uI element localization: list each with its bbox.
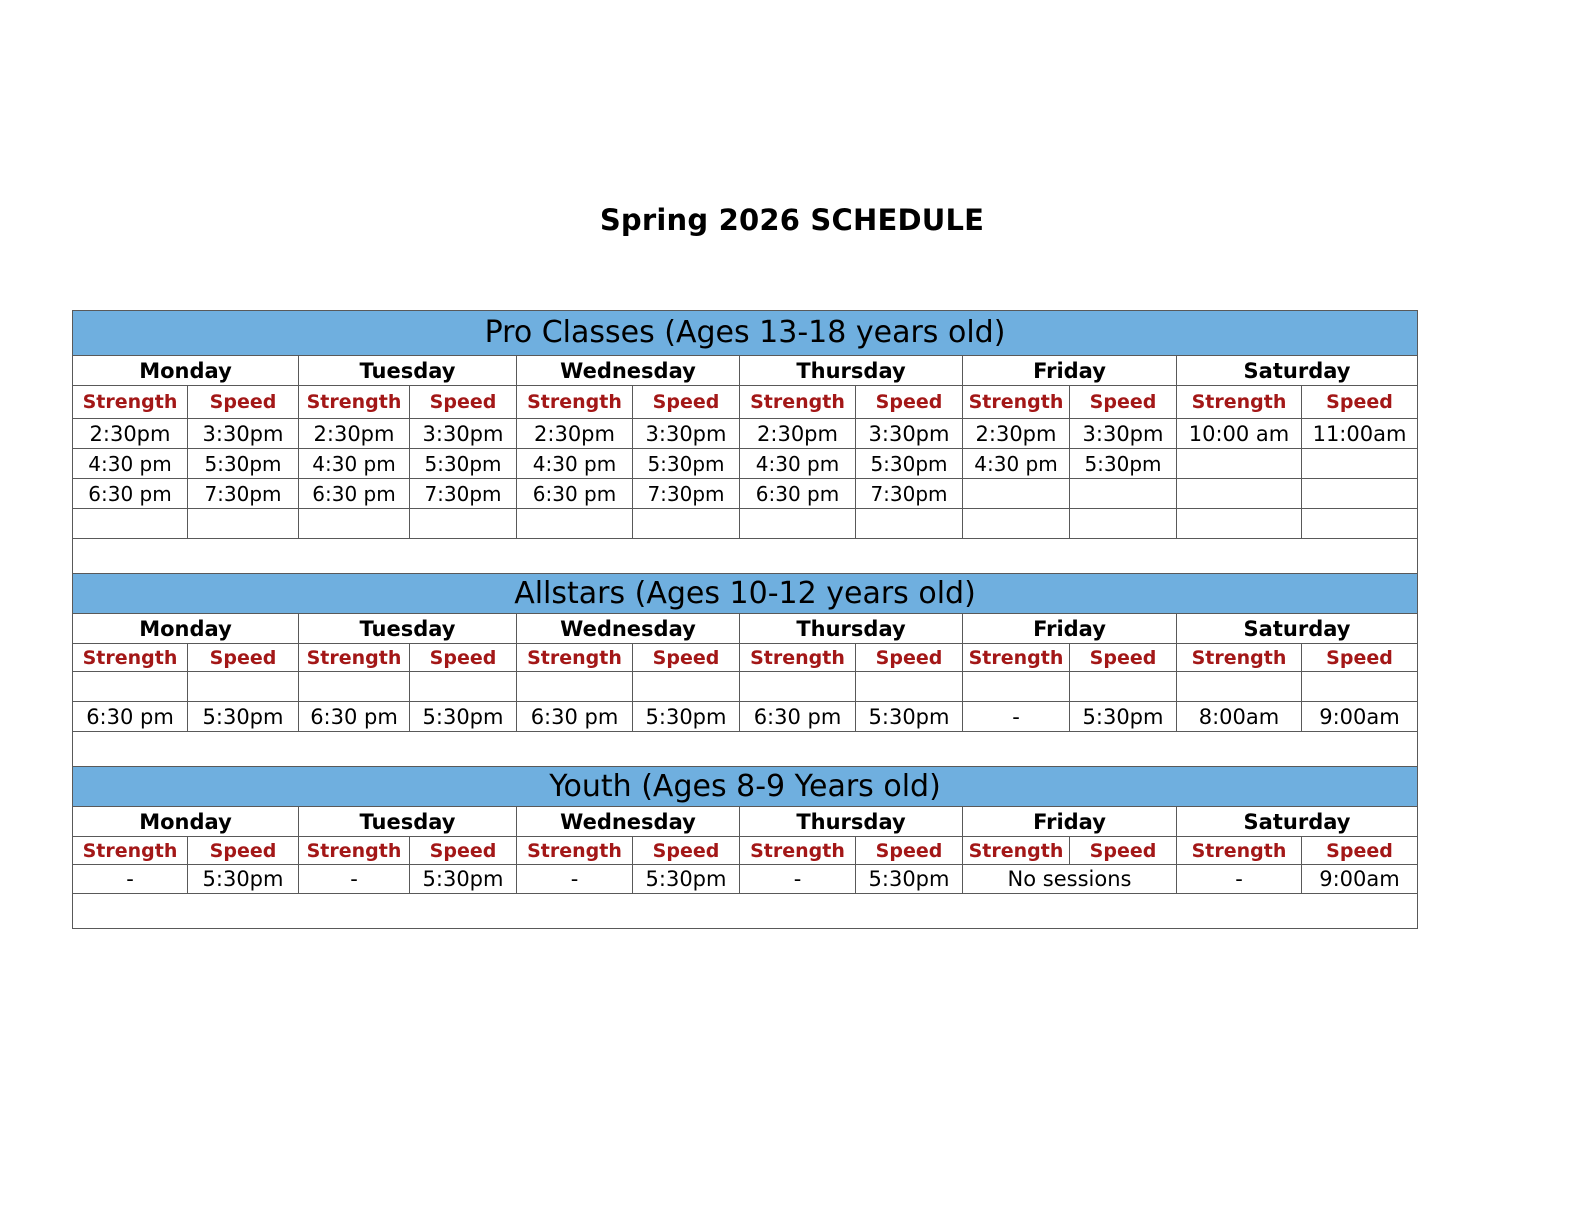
time-cell: 5:30pm xyxy=(1070,702,1177,732)
time-cell xyxy=(1070,672,1177,702)
time-cell: 4:30 pm xyxy=(73,449,188,479)
time-cell: 2:30pm xyxy=(73,419,188,449)
day-header: Tuesday xyxy=(299,356,517,386)
time-cell: - xyxy=(740,865,856,894)
day-header: Thursday xyxy=(740,807,963,837)
time-row xyxy=(73,702,1418,732)
speed-label: Speed xyxy=(1302,386,1418,419)
time-cell: 5:30pm xyxy=(856,449,963,479)
time-row xyxy=(73,419,1418,449)
strength-label: Strength xyxy=(963,644,1070,672)
time-cell xyxy=(1302,479,1418,509)
strength-label: Strength xyxy=(1177,837,1302,865)
day-header-row xyxy=(73,807,1418,837)
time-cell xyxy=(1177,449,1302,479)
day-header: Monday xyxy=(73,807,299,837)
time-cell xyxy=(1177,672,1302,702)
time-cell: 6:30 pm xyxy=(517,702,633,732)
time-cell: 5:30pm xyxy=(633,865,740,894)
time-cell xyxy=(1302,672,1418,702)
time-cell: 5:30pm xyxy=(633,702,740,732)
day-header: Tuesday xyxy=(299,807,517,837)
section-banner xyxy=(73,767,1418,807)
time-cell: - xyxy=(299,865,410,894)
strength-label: Strength xyxy=(517,837,633,865)
time-cell xyxy=(1177,509,1302,539)
time-cell xyxy=(963,672,1070,702)
time-cell: 5:30pm xyxy=(188,449,299,479)
time-cell: 3:30pm xyxy=(633,419,740,449)
section-banner xyxy=(73,574,1418,614)
spacer-cell xyxy=(73,732,1418,767)
day-header: Friday xyxy=(963,356,1177,386)
speed-label: Speed xyxy=(410,644,517,672)
speed-label: Speed xyxy=(410,386,517,419)
time-cell xyxy=(856,672,963,702)
day-header: Wednesday xyxy=(517,614,740,644)
time-cell xyxy=(73,672,188,702)
time-cell xyxy=(299,672,410,702)
day-header: Thursday xyxy=(740,614,963,644)
time-cell: 6:30 pm xyxy=(517,479,633,509)
time-cell: 5:30pm xyxy=(856,865,963,894)
time-row xyxy=(73,865,1418,894)
strength-label: Strength xyxy=(73,837,188,865)
time-cell xyxy=(410,672,517,702)
time-cell xyxy=(963,479,1070,509)
speed-label: Speed xyxy=(633,386,740,419)
time-cell: 3:30pm xyxy=(1070,419,1177,449)
day-header: Saturday xyxy=(1177,356,1418,386)
strength-label: Strength xyxy=(517,644,633,672)
day-header: Saturday xyxy=(1177,807,1418,837)
speed-label: Speed xyxy=(188,837,299,865)
section-title: Youth (Ages 8-9 Years old) xyxy=(73,767,1418,807)
time-cell: 4:30 pm xyxy=(299,449,410,479)
day-header-row xyxy=(73,356,1418,386)
class-type-row xyxy=(73,386,1418,419)
speed-label: Speed xyxy=(188,644,299,672)
time-cell: - xyxy=(517,865,633,894)
time-cell xyxy=(517,672,633,702)
class-type-row xyxy=(73,644,1418,672)
speed-label: Speed xyxy=(633,837,740,865)
spacer-cell xyxy=(73,894,1418,929)
time-cell: - xyxy=(963,702,1070,732)
strength-label: Strength xyxy=(740,644,856,672)
section-spacer xyxy=(73,894,1418,929)
time-cell: 4:30 pm xyxy=(740,449,856,479)
speed-label: Speed xyxy=(856,386,963,419)
time-cell: 6:30 pm xyxy=(740,479,856,509)
time-cell xyxy=(188,509,299,539)
time-cell: 5:30pm xyxy=(410,449,517,479)
section-spacer xyxy=(73,732,1418,767)
speed-label: Speed xyxy=(188,386,299,419)
day-header: Saturday xyxy=(1177,614,1418,644)
time-cell: 5:30pm xyxy=(188,702,299,732)
class-type-row xyxy=(73,837,1418,865)
time-row xyxy=(73,672,1418,702)
day-header-row xyxy=(73,614,1418,644)
time-row xyxy=(73,509,1418,539)
strength-label: Strength xyxy=(740,837,856,865)
time-cell xyxy=(410,509,517,539)
time-cell: 6:30 pm xyxy=(73,702,188,732)
strength-label: Strength xyxy=(1177,644,1302,672)
strength-label: Strength xyxy=(1177,386,1302,419)
time-cell: 6:30 pm xyxy=(299,702,410,732)
time-cell: 5:30pm xyxy=(188,865,299,894)
time-cell: 5:30pm xyxy=(633,449,740,479)
schedule-title: Spring 2026 SCHEDULE xyxy=(599,203,985,237)
time-cell xyxy=(517,509,633,539)
time-cell: 8:00am xyxy=(1177,702,1302,732)
speed-label: Speed xyxy=(1070,644,1177,672)
time-row xyxy=(73,449,1418,479)
strength-label: Strength xyxy=(963,386,1070,419)
time-cell: 5:30pm xyxy=(410,702,517,732)
speed-label: Speed xyxy=(1070,837,1177,865)
time-cell xyxy=(1302,509,1418,539)
time-cell: 3:30pm xyxy=(856,419,963,449)
speed-label: Speed xyxy=(1070,386,1177,419)
time-cell: 5:30pm xyxy=(1070,449,1177,479)
time-cell xyxy=(1302,449,1418,479)
time-cell: 11:00am xyxy=(1302,419,1418,449)
time-cell xyxy=(740,509,856,539)
strength-label: Strength xyxy=(517,386,633,419)
speed-label: Speed xyxy=(856,837,963,865)
speed-label: Speed xyxy=(856,644,963,672)
time-cell xyxy=(963,509,1070,539)
time-cell: 6:30 pm xyxy=(73,479,188,509)
time-cell: 6:30 pm xyxy=(299,479,410,509)
speed-label: Speed xyxy=(410,837,517,865)
time-cell xyxy=(1177,479,1302,509)
time-cell xyxy=(188,672,299,702)
time-cell xyxy=(1070,479,1177,509)
speed-label: Speed xyxy=(1302,644,1418,672)
time-cell: 5:30pm xyxy=(856,702,963,732)
section-banner xyxy=(73,311,1418,356)
strength-label: Strength xyxy=(740,386,856,419)
strength-label: Strength xyxy=(73,644,188,672)
time-cell: 2:30pm xyxy=(517,419,633,449)
time-cell: 3:30pm xyxy=(188,419,299,449)
section-title: Allstars (Ages 10-12 years old) xyxy=(73,574,1418,614)
schedule-table xyxy=(72,310,1418,929)
day-header: Friday xyxy=(963,807,1177,837)
speed-label: Speed xyxy=(633,644,740,672)
time-cell: 2:30pm xyxy=(740,419,856,449)
day-header: Wednesday xyxy=(517,356,740,386)
day-header: Tuesday xyxy=(299,614,517,644)
time-cell: 6:30 pm xyxy=(740,702,856,732)
time-cell: - xyxy=(1177,865,1302,894)
time-cell: 7:30pm xyxy=(188,479,299,509)
day-header: Monday xyxy=(73,356,299,386)
day-header: Monday xyxy=(73,614,299,644)
time-cell xyxy=(1070,509,1177,539)
strength-label: Strength xyxy=(963,837,1070,865)
time-cell xyxy=(740,672,856,702)
time-cell: 3:30pm xyxy=(410,419,517,449)
section-title: Pro Classes (Ages 13-18 years old) xyxy=(73,311,1418,356)
time-cell: 2:30pm xyxy=(299,419,410,449)
spacer-cell xyxy=(73,539,1418,574)
time-cell: 7:30pm xyxy=(856,479,963,509)
day-header: Wednesday xyxy=(517,807,740,837)
time-cell xyxy=(73,509,188,539)
time-cell: 9:00am xyxy=(1302,702,1418,732)
time-row xyxy=(73,479,1418,509)
time-cell: - xyxy=(73,865,188,894)
section-spacer xyxy=(73,539,1418,574)
time-cell xyxy=(633,672,740,702)
time-cell: 7:30pm xyxy=(633,479,740,509)
strength-label: Strength xyxy=(73,386,188,419)
strength-label: Strength xyxy=(299,386,410,419)
time-cell: 4:30 pm xyxy=(517,449,633,479)
day-header: Thursday xyxy=(740,356,963,386)
time-cell: 2:30pm xyxy=(963,419,1070,449)
time-cell: 10:00 am xyxy=(1177,419,1302,449)
time-cell: 9:00am xyxy=(1302,865,1418,894)
time-cell xyxy=(299,509,410,539)
time-cell: 5:30pm xyxy=(410,865,517,894)
speed-label: Speed xyxy=(1302,837,1418,865)
strength-label: Strength xyxy=(299,644,410,672)
day-header: Friday xyxy=(963,614,1177,644)
strength-label: Strength xyxy=(299,837,410,865)
time-cell: 7:30pm xyxy=(410,479,517,509)
time-cell xyxy=(856,509,963,539)
time-cell xyxy=(633,509,740,539)
time-cell: 4:30 pm xyxy=(963,449,1070,479)
time-cell: No sessions xyxy=(963,865,1177,894)
